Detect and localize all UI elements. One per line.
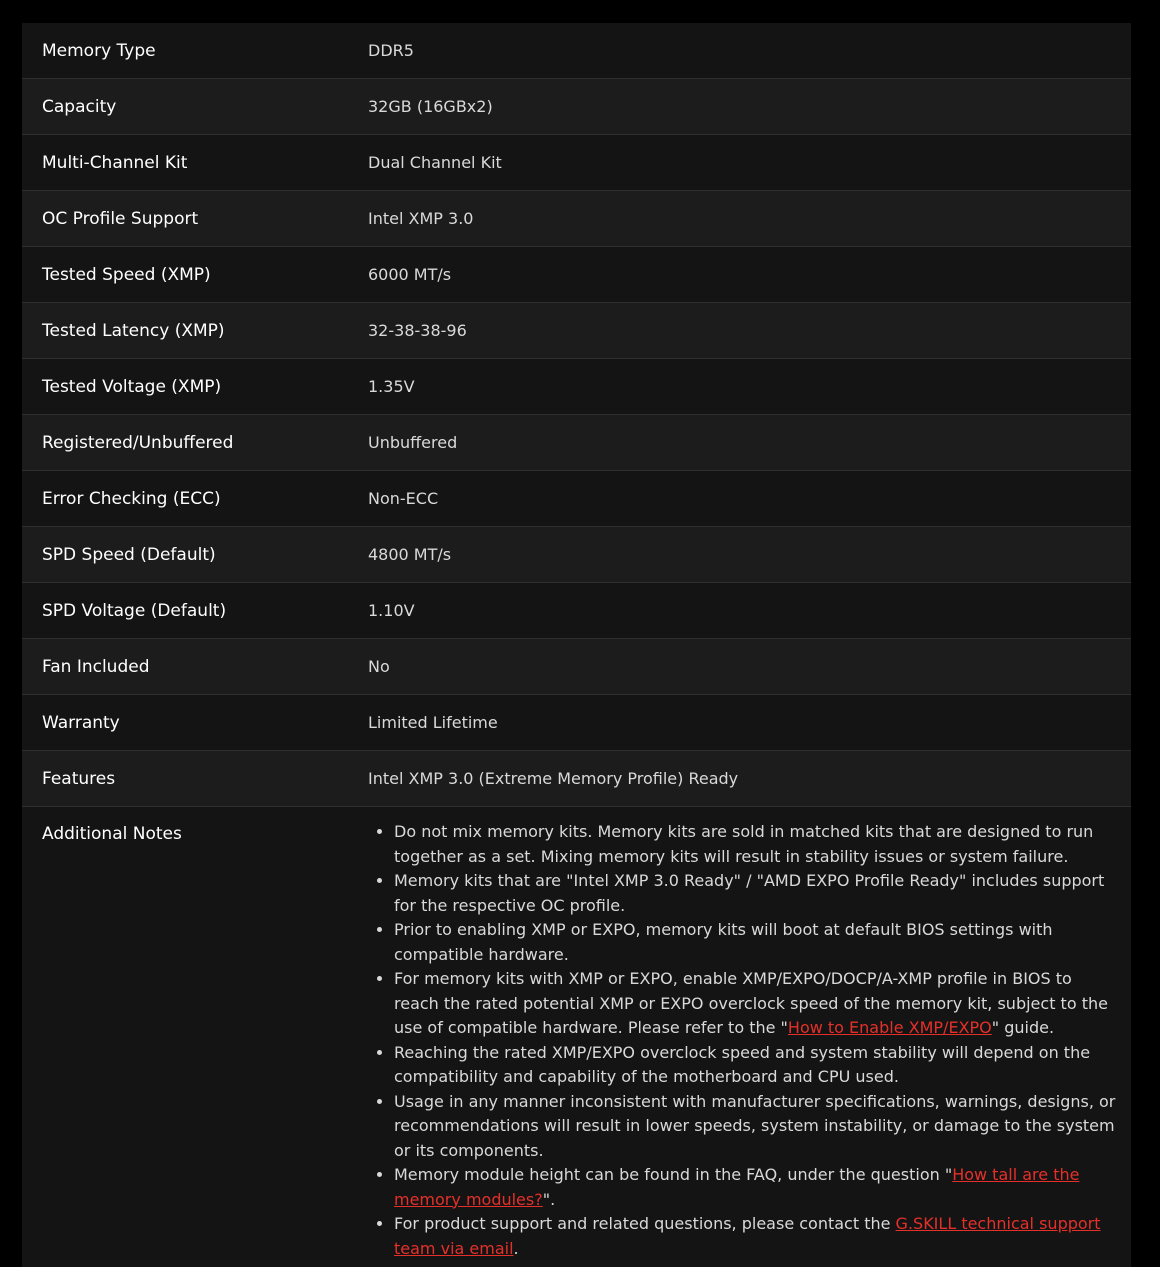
spec-row-capacity (22, 79, 1131, 135)
spec-value: 4800 MT/s (368, 545, 452, 564)
spec-label: Tested Speed (XMP) (42, 264, 211, 285)
note-text: Memory kits that are "Intel XMP 3.0 Ready" / "AMD EXPO Profile Ready" includes support for the respective OC profile. (394, 871, 1105, 915)
spec-value: 1.35V (368, 377, 415, 396)
spec-value: 32GB (16GBx2) (368, 97, 493, 116)
note-text: Usage in any manner inconsistent with manufacturer specifications, warnings, designs, or recommendations will result in lower speeds, system instability, or damage to the system or its components. (394, 1091, 1116, 1160)
spec-label: Tested Voltage (XMP) (42, 376, 222, 397)
note-item (394, 869, 1121, 918)
note-text: Memory module height can be found in the FAQ, under the question " (394, 1165, 953, 1184)
spec-label: Fan Included (42, 656, 150, 677)
spec-row-tested-latency (22, 303, 1131, 359)
spec-value: Limited Lifetime (368, 713, 498, 732)
note-item (394, 1041, 1121, 1090)
spec-row-memory-type (22, 23, 1131, 79)
spec-value: Non-ECC (368, 489, 439, 508)
spec-label: Tested Latency (XMP) (42, 320, 225, 341)
note-text-after: ". (542, 1189, 556, 1209)
notes-list (368, 807, 1131, 1261)
spec-value: 6000 MT/s (368, 265, 452, 284)
spec-value: Dual Channel Kit (368, 153, 502, 172)
spec-table (22, 23, 1131, 1267)
spec-row-tested-voltage (22, 359, 1131, 415)
note-item (394, 820, 1121, 869)
note-item (394, 1163, 1121, 1212)
spec-label: Features (42, 768, 116, 789)
spec-value: Unbuffered (368, 433, 458, 452)
spec-row-oc-profile-support (22, 191, 1131, 247)
spec-row-error-checking (22, 471, 1131, 527)
spec-label: OC Profile Support (42, 208, 199, 229)
spec-value: 32-38-38-96 (368, 321, 467, 340)
spec-value: Intel XMP 3.0 (Extreme Memory Profile) Ready (368, 769, 739, 788)
spec-label: Multi-Channel Kit (42, 152, 188, 173)
spec-label: Additional Notes (42, 824, 182, 844)
spec-label: Registered/Unbuffered (42, 432, 234, 453)
spec-row-additional-notes (22, 807, 1131, 1267)
spec-value: No (368, 657, 390, 676)
note-text-after: " guide. (991, 1018, 1055, 1037)
note-item (394, 1090, 1121, 1164)
spec-row-spd-speed (22, 527, 1131, 583)
spec-value: 1.10V (368, 601, 415, 620)
spec-value: DDR5 (368, 41, 414, 60)
spec-row-features (22, 751, 1131, 807)
spec-row-tested-speed (22, 247, 1131, 303)
spec-label: Capacity (42, 96, 117, 117)
spec-label: SPD Voltage (Default) (42, 600, 227, 621)
spec-label: SPD Speed (Default) (42, 544, 216, 565)
spec-row-registered-unbuffered (22, 415, 1131, 471)
note-text-after: . (513, 1238, 519, 1258)
spec-row-spd-voltage (22, 583, 1131, 639)
spec-row-multi-channel-kit (22, 135, 1131, 191)
spec-row-warranty (22, 695, 1131, 751)
technical-support-email-link[interactable]: G.SKILL technical support team via email (394, 1214, 1101, 1258)
note-text: Do not mix memory kits. Memory kits are sold in matched kits that are designed to run together as a set. Mixing memory kits will result in stability issues or system failure. (394, 822, 1094, 866)
how-to-enable-xmp-expo-link[interactable]: How to Enable XMP/EXPO (787, 1018, 992, 1037)
note-text: For product support and related questions, please contact the (394, 1214, 896, 1233)
note-text: Prior to enabling XMP or EXPO, memory kits will boot at default BIOS settings with compatible hardware. (394, 920, 1053, 964)
spec-label: Memory Type (42, 40, 156, 61)
note-item (394, 967, 1121, 1041)
spec-value: Intel XMP 3.0 (368, 209, 474, 228)
note-text: For memory kits with XMP or EXPO, enable XMP/EXPO/DOCP/A-XMP profile in BIOS to reach the rated potential XMP or EXPO overclock speed of the memory kit, subject to the use of compatible hardware. Please refer to the " (394, 969, 1108, 1037)
note-item (394, 918, 1121, 967)
spec-label: Error Checking (ECC) (42, 488, 221, 509)
memory-module-height-faq-link[interactable]: How tall are the memory modules? (394, 1165, 1080, 1209)
note-item (394, 1212, 1121, 1261)
spec-label: Warranty (42, 712, 120, 733)
note-text: Reaching the rated XMP/EXPO overclock speed and system stability will depend on the compatibility and capability of the motherboard and CPU used. (394, 1042, 1091, 1086)
spec-row-fan-included (22, 639, 1131, 695)
